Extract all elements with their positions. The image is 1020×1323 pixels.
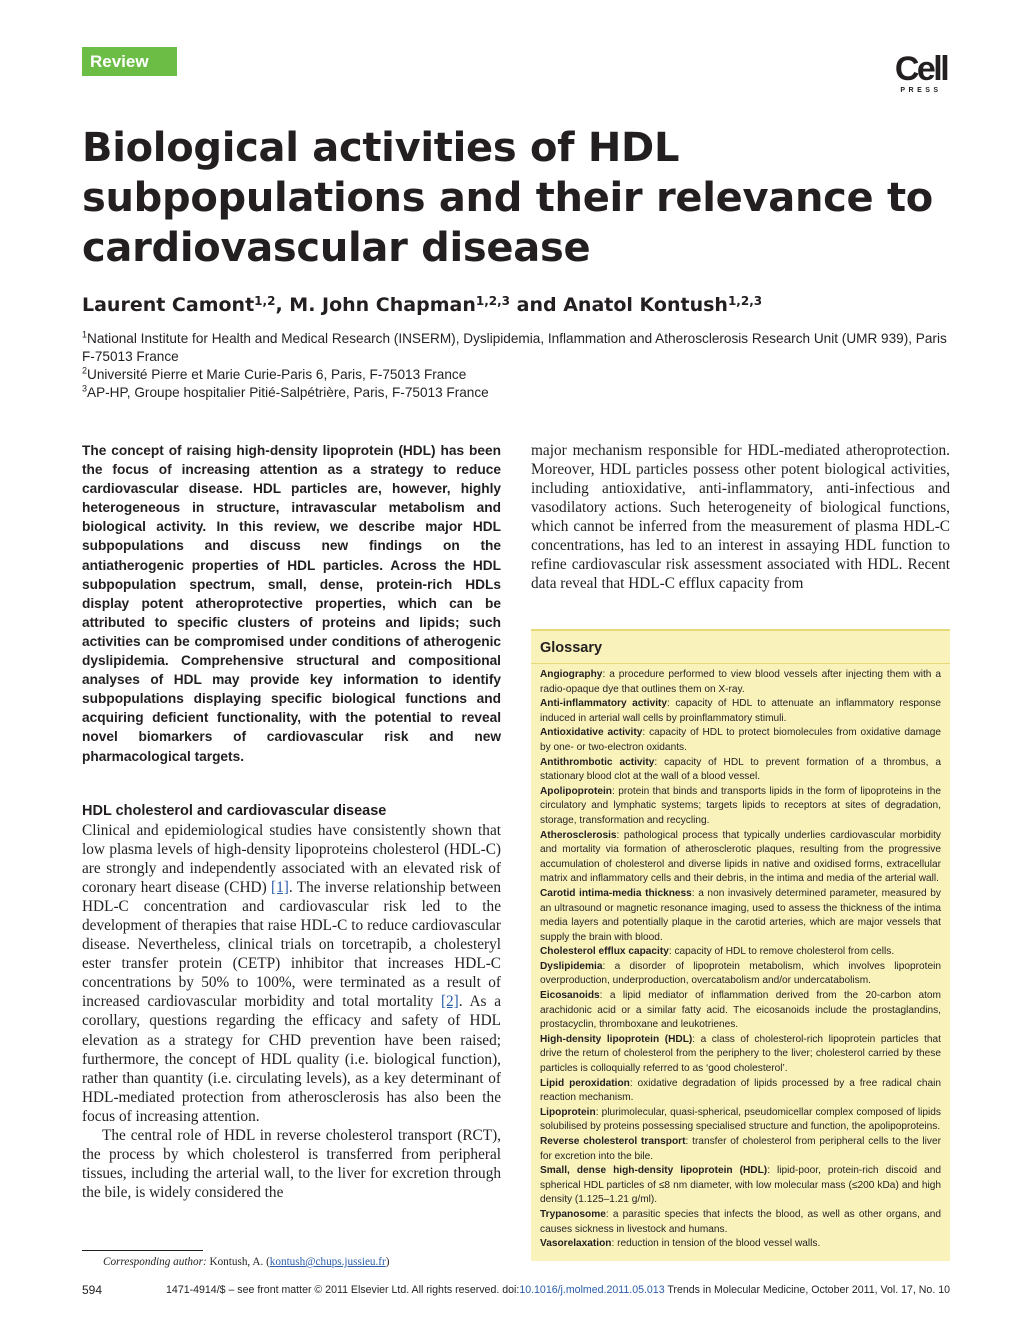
glossary-term: Vasorelaxation [540, 1238, 612, 1250]
footer-citation [158, 1284, 950, 1296]
glossary-term: Cholesterol efflux capacity [540, 946, 669, 958]
glossary-entry [540, 1237, 941, 1252]
body-text: Clinical and epidemiological studies have consistently shown that low plasma levels of high-density lipoproteins cholesterol (HDL-C) are strongly and independently associated with an elevated risk of coronary heart disease (CHD) [82, 822, 501, 897]
footnote-divider [82, 1250, 203, 1251]
glossary-term: Trypanosome [540, 1208, 606, 1220]
glossary-list [540, 668, 941, 1252]
body-text: . As a corollary, questions regarding the efficacy and safety of HDL elevation as a strategy for CHD prevention have been raised; furthermore, the concept of HDL quality (i.e. biological function), rather than quantity (i.e. circulating levels), as a key determinant of HDL-mediated protection from atherosclerosis has also been the focus of increasing attention. [82, 993, 501, 1125]
glossary-definition: : a non invasively determined parameter, measured by an ultrasound or magnetic resonance imaging, used to assess the thickness of the intima media layers and potentially plaque in the carotid arteries, which are major vessels that supply the brain with blood. [540, 887, 941, 943]
glossary-definition: : a disorder of lipoprotein metabolism, which involves lipoprotein overproduction, underproduction, overcatabolism and/or undercatabolism. [540, 960, 941, 987]
affiliation-number: 3 [82, 383, 88, 394]
glossary-entry [540, 756, 941, 785]
body-column-left [82, 821, 501, 1202]
body-paragraph [82, 821, 501, 1126]
glossary-term: Small, dense high-density lipoprotein (HDL) [540, 1165, 768, 1177]
logo-sub: PRESS [900, 87, 942, 94]
author-separator: , [275, 294, 290, 316]
glossary-term: High-density lipoprotein (HDL) [540, 1033, 693, 1045]
glossary-entry [540, 1106, 941, 1135]
glossary-entry [540, 1033, 941, 1077]
affiliation-text: National Institute for Health and Medical Research (INSERM), Dyslipidemia, Inflammation and Atherosclerosis Research Unit (UMR 939), Paris F-75013 France [82, 331, 947, 364]
body-text: . The inverse relationship between HDL-C concentration and cardiovascular risk led to the development of therapies that raise HDL-C to reduce cardiovascular disease. Nevertheless, clinical trials on torcetrapib, a cholesteryl ester transfer protein (CETP) inhibitor that increases HDL-C concentrations by 50% to 100%, were terminated as a result of increased cardiovascular morbidity and total mortality [82, 879, 501, 1011]
author-list [82, 292, 982, 320]
glossary-entry [540, 1135, 941, 1164]
glossary-entry [540, 726, 941, 755]
corresponding-author-note [103, 1255, 390, 1269]
glossary-entry [540, 1208, 941, 1237]
affiliation-item [82, 366, 952, 384]
glossary-divider [531, 663, 950, 664]
footnote-label: Corresponding author: [103, 1256, 207, 1268]
glossary-definition: : protein that binds and transports lipids in the form of lipoproteins in the circulatory and lymphatic systems; targets lipids to receptors at sites of degradation, storage, transformation and recycling. [540, 785, 941, 826]
glossary-definition: : a parasitic species that infects the blood, as well as other organs, and causes sickness in livestock and humans. [540, 1208, 941, 1235]
glossary-term: Eicosanoids [540, 990, 600, 1002]
glossary-term: Lipid peroxidation [540, 1077, 630, 1089]
glossary-entry [540, 829, 941, 887]
glossary-term: Apolipoprotein [540, 785, 612, 797]
glossary-definition: : a procedure performed to view blood vessels after injecting them with a radio-opaque dye that outlines them on X-ray. [540, 669, 941, 695]
glossary-box [531, 629, 950, 1261]
glossary-definition: : oxidative degradation of lipids processed by a free radical chain reaction mechanism. [540, 1077, 942, 1104]
glossary-entry [540, 697, 941, 726]
article-title: Biological activities of HDL subpopulations and their relevance to cardiovascular disease [82, 125, 933, 271]
affiliation-text: Université Pierre et Marie Curie-Paris 6, Paris, F-75013 France [87, 367, 467, 382]
author-affiliation-mark: 1,2 [254, 294, 276, 308]
glossary-title: Glossary [540, 640, 603, 656]
logo-word: Cell [894, 50, 948, 88]
footnote-close: ) [385, 1256, 390, 1268]
glossary-term: Anti-inflammatory activity [540, 698, 668, 710]
glossary-entry [540, 960, 941, 989]
author-name: Anatol Kontush [563, 294, 728, 316]
glossary-definition: : capacity of HDL to protect biomolecules from oxidative damage by one- or two-electron oxidants. [540, 727, 942, 753]
author-name: M. John Chapman [289, 294, 476, 316]
glossary-definition: : capacity of HDL to prevent formation of a thrombus, a stationary blood clot at the wall of a blood vessel. [540, 756, 941, 783]
glossary-definition: : a lipid mediator of inflammation derived from the 20-carbon atom arachidonic acid or a similar fatty acid. The eicosanoids include the prostaglandins, prostacyclin, thromboxane and leukotrienes. [540, 990, 941, 1031]
glossary-entry [540, 989, 941, 1033]
glossary-definition: : transfer of cholesterol from peripheral cells to the liver for excretion into the bile. [540, 1136, 941, 1162]
citation-link[interactable]: [1] [271, 879, 289, 897]
citation-link[interactable]: [2] [440, 993, 459, 1011]
footnote-name: Kontush, A. ( [206, 1256, 270, 1268]
glossary-definition: : lipid-poor, protein-rich discoid and spherical HDL particles of ≤8 nm diameter, with low molecular mass (≤200 kDa) and high density (1.125–1.21 g/ml). [540, 1165, 941, 1206]
glossary-term: Antithrombotic activity [540, 756, 655, 768]
affiliation-text: AP-HP, Groupe hospitalier Pitié-Salpétrière, Paris, F-75013 France [87, 385, 489, 400]
section-tag: Review [82, 47, 177, 76]
author-email-link[interactable]: kontush@chups.jussieu.fr [269, 1256, 386, 1268]
body-paragraph: The central role of HDL in reverse cholesterol transport (RCT), the process by which cholesterol is transferred from peripheral tissues, including the arterial wall, to the liver for excretion through the bile, is widely considered the [82, 1126, 501, 1201]
author-name: Laurent Camont [82, 294, 255, 316]
glossary-entry [540, 785, 941, 829]
affiliation-item [82, 384, 952, 402]
glossary-entry [540, 1164, 941, 1208]
author-separator: and [510, 294, 564, 316]
doi-link[interactable]: 10.1016/j.molmed.2011.05.013 [519, 1284, 665, 1296]
footer-issn: 1471-4914/$ – see front matter © 2011 Elsevier Ltd. All rights reserved. doi: [166, 1284, 520, 1296]
glossary-definition: : capacity of HDL to attenuate an inflammatory response induced in arterial wall cells by proinflammatory stimuli. [540, 698, 941, 724]
glossary-definition: : a class of cholesterol-rich lipoprotein particles that drive the return of cholesterol from the periphery to the liver; cholesterol carried by these particles is colloquially referred to as ‘good cholesterol’. [540, 1033, 941, 1075]
glossary-definition: : capacity of HDL to remove cholesterol from cells. [668, 946, 895, 958]
abstract: The concept of raising high-density lipoprotein (HDL) has been the focus of increasing attention as a strategy to reduce cardiovascular disease. HDL particles are, however, highly heterogeneous in structure, intravascular metabolism and biological activity. In this review, we describe major HDL subpopulations and discuss new findings on the antiatherogenic properties of HDL particles. Across the HDL subpopulation spectrum, small, dense, protein-rich HDLs display potent atheroprotective properties, which can be attributed to specific clusters of proteins and lipids; such activities can be compromised under conditions of atherogenic dyslipidemia. Comprehensive structural and compositional analyses of HDL may provide key information to identify subpopulations displaying specific biological functions and acquiring deficient functionality, with the potential to reveal novel biomarkers of cardiovascular risk and new pharmacological targets. [82, 443, 501, 764]
author-affiliation-mark: 1,2,3 [475, 294, 511, 308]
page-number: 594 [82, 1283, 103, 1297]
body-paragraph: major mechanism responsible for HDL-mediated atheroprotection. Moreover, HDL particles possess other potent biological activities, including antioxidative, anti-inflammatory, anti-infectious and vasodilatory actions. Such heterogeneity of biological functions, which cannot be inferred from the measurement of plasma HDL-C concentrations, has led to an interest in assaying HDL function to refine cardiovascular risk assessment associated with HDL. Recent data reveal that HDL-C efflux capacity from [531, 442, 950, 593]
glossary-entry [540, 668, 941, 697]
glossary-entry [540, 887, 941, 945]
glossary-definition: : pathological process that typically underlies cardiovascular morbidity and mortality via formation of atherosclerotic plaques, resulting from the progressive accumulation of cholesterol and diverse lipids in native and oxidised forms, extracellular matrix and inflammatory cells and their debris, in the intima and media of the arterial wall. [540, 829, 941, 885]
glossary-term: Dyslipidemia [540, 960, 603, 972]
affiliation-item [82, 330, 952, 366]
glossary-entry [540, 945, 941, 960]
glossary-term: Antioxidative activity [540, 727, 643, 739]
affiliation-number: 2 [82, 365, 88, 376]
glossary-term: Atherosclerosis [540, 829, 617, 841]
glossary-definition: : plurimolecular, quasi-spherical, pseudomicellar complex composed of lipids solubilised by proteins possessing specialised structure and function, the apolipoproteins. [540, 1106, 941, 1133]
footer-journal: Trends in Molecular Medicine, October 2011, Vol. 17, No. 10 [664, 1284, 950, 1296]
glossary-term: Angiography [540, 669, 603, 680]
glossary-definition: : reduction in tension of the blood vessel walls. [611, 1238, 821, 1250]
glossary-term: Carotid intima-media thickness [540, 887, 692, 899]
glossary-term: Reverse cholesterol transport [540, 1136, 686, 1147]
affiliation-list [82, 330, 952, 402]
section-heading: HDL cholesterol and cardiovascular disease [82, 803, 387, 819]
cell-press-logo [890, 52, 952, 96]
glossary-entry [540, 1077, 941, 1106]
author-affiliation-mark: 1,2,3 [727, 294, 763, 308]
affiliation-number: 1 [82, 329, 88, 340]
glossary-term: Lipoprotein [540, 1106, 596, 1118]
body-column-right [531, 441, 950, 593]
